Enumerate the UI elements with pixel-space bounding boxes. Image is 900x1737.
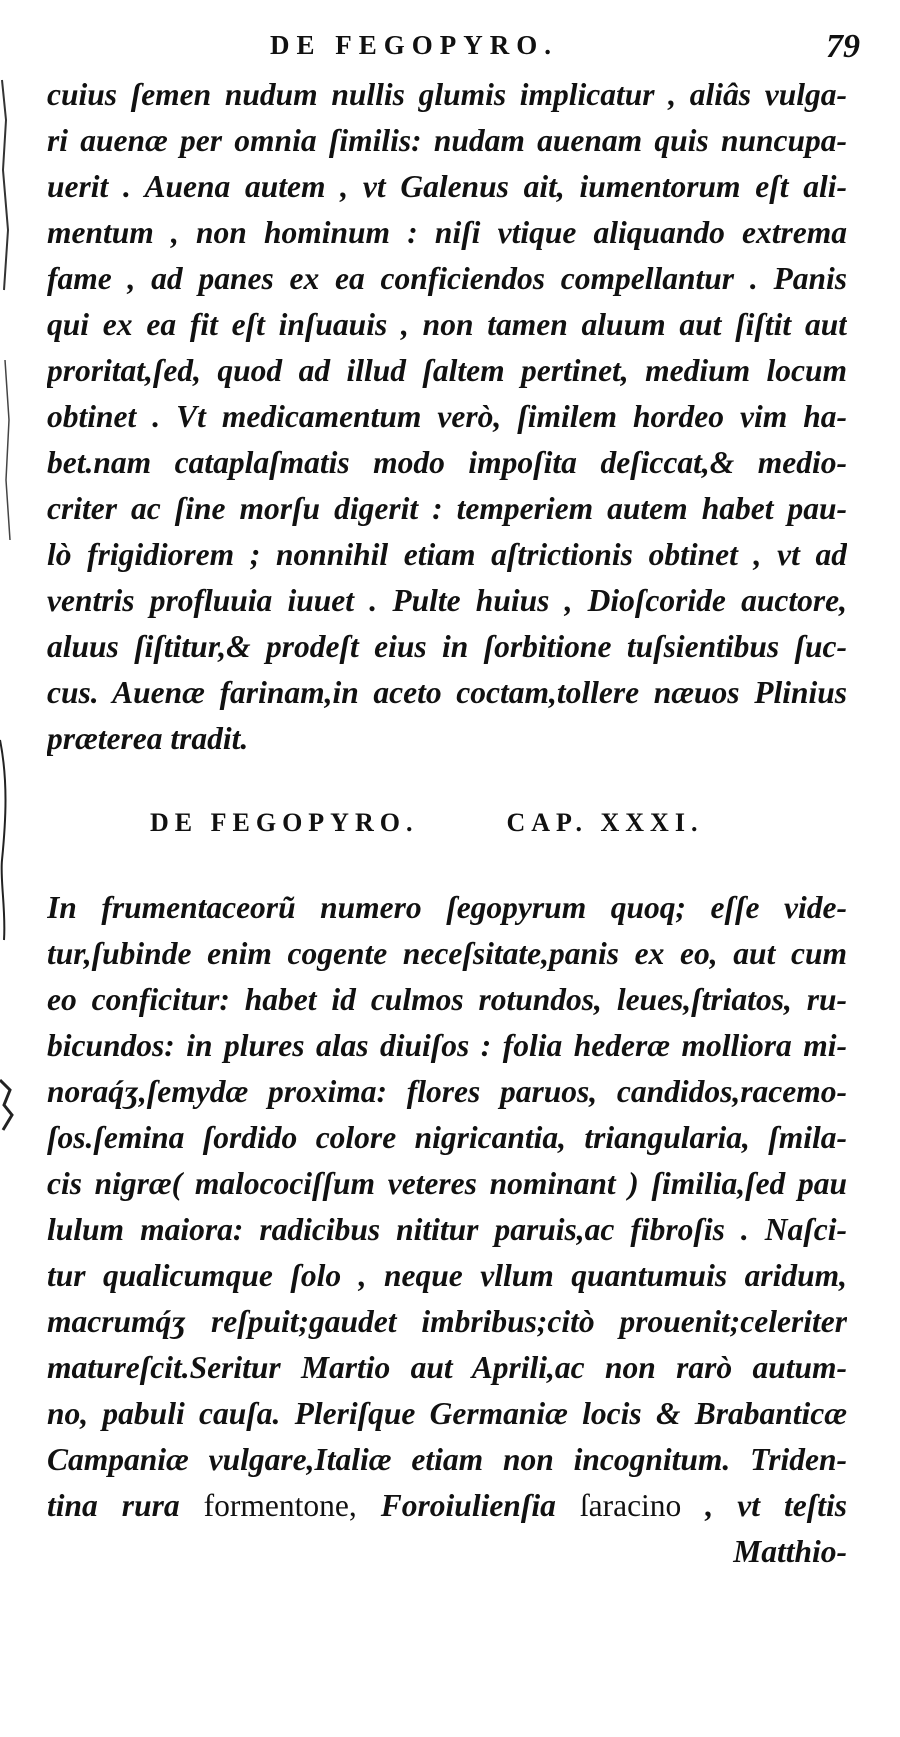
text-line: uerit . Auena autem , vt Galenus ait, iumentorum eſt ali- <box>47 169 847 204</box>
text-line: præterea tradit. <box>47 721 249 756</box>
illustration-edge-decoration <box>0 60 14 1560</box>
text-line: ſos.ſemina ſordido colore nigricantia, triangularia, ſmila- <box>47 1120 847 1155</box>
text-line: lulum maiora: radicibus nititur paruis,ac fibroſis . Naſci- <box>47 1212 847 1247</box>
text-line: aluus ſiſtitur,& prodeſt eius in ſorbitione tuſsientibus ſuc- <box>47 629 847 664</box>
text-line: lò frigidiorem ; nonnihil etiam aſtrictionis obtinet , vt ad <box>47 537 847 572</box>
text-line-mixed <box>47 1483 847 1529</box>
chapter-title: DE FEGOPYRO. <box>150 808 419 837</box>
text-line: Campaniæ vulgare,Italiæ etiam non incognitum. Triden- <box>47 1442 847 1477</box>
text-section-fegopyro <box>47 885 847 1575</box>
text-line: qui ex ea fit eſt inſuauis , non tamen aluum aut ſiſtit aut <box>47 307 847 342</box>
page-number: 79 <box>826 28 860 65</box>
text-section-auena <box>47 72 847 762</box>
text-fragment: tina rura <box>47 1488 180 1523</box>
text-line: proritat,ſed, quod ad illud ſaltem pertinet, medium locum <box>47 353 847 388</box>
text-line: bicundos: in plures alas diuiſos : folia hederæ molliora mi- <box>47 1028 847 1063</box>
text-line: macrumq́ʒ reſpuit;gaudet imbribus;citò prouenit;celeriter <box>47 1304 847 1339</box>
chapter-number: CAP. XXXI. <box>506 808 704 837</box>
text-line: obtinet . Vt medicamentum verò, ſimilem hordeo vim ha- <box>47 399 847 434</box>
text-fragment: , vt teſtis <box>705 1488 847 1523</box>
text-line: cuius ſemen nudum nullis glumis implicatur , aliâs vulga- <box>47 77 847 112</box>
text-line: ri auenæ per omnia ſimilis: nudam auenam quis nuncupa- <box>47 123 847 158</box>
text-line: criter ac ſine morſu digerit : temperiem autem habet pau- <box>47 491 847 526</box>
vernacular-term: formentone, <box>203 1488 357 1523</box>
text-fragment: Foroiulienſia <box>380 1488 556 1523</box>
text-line: cus. Auenæ farinam,in aceto coctam,tollere næuos Plinius <box>47 675 847 710</box>
text-line: tur qualicumque ſolo , neque vllum quantumuis aridum, <box>47 1258 847 1293</box>
running-title: DE FEGOPYRO. <box>270 30 559 60</box>
text-line: mentum , non hominum : niſi vtique aliquando extrema <box>47 215 847 250</box>
text-line: eo conficitur: habet id culmos rotundos, leues,ſtriatos, ru- <box>47 982 847 1017</box>
text-line: tur,ſubinde enim cogente neceſsitate,panis ex eo, aut cum <box>47 936 847 971</box>
text-line: In frumentaceorũ numero ſegopyrum quoq; eſſe vide- <box>47 890 847 925</box>
text-line: cis nigræ( malocociſſum veteres nominant ) ſimilia,ſed pau <box>47 1166 847 1201</box>
catchword: Matthio- <box>733 1534 847 1569</box>
chapter-heading <box>150 808 703 838</box>
text-line: bet.nam cataplaſmatis modo impoſita deſiccat,& medio- <box>47 445 847 480</box>
text-line: ventris profluuia iuuet . Pulte huius , Dioſcoride auctore, <box>47 583 847 618</box>
text-line: no, pabuli cauſa. Pleriſque Germaniæ locis & Brabanticæ <box>47 1396 847 1431</box>
text-line: noraq́ʒ,ſemydæ proxima: flores paruos, candidos,racemo- <box>47 1074 847 1109</box>
text-line: matureſcit.Seritur Martio aut Aprili,ac non rarò autum- <box>47 1350 847 1385</box>
vernacular-term: ſaracino <box>579 1488 682 1523</box>
text-line: fame , ad panes ex ea conficiendos compellantur . Panis <box>47 261 847 296</box>
